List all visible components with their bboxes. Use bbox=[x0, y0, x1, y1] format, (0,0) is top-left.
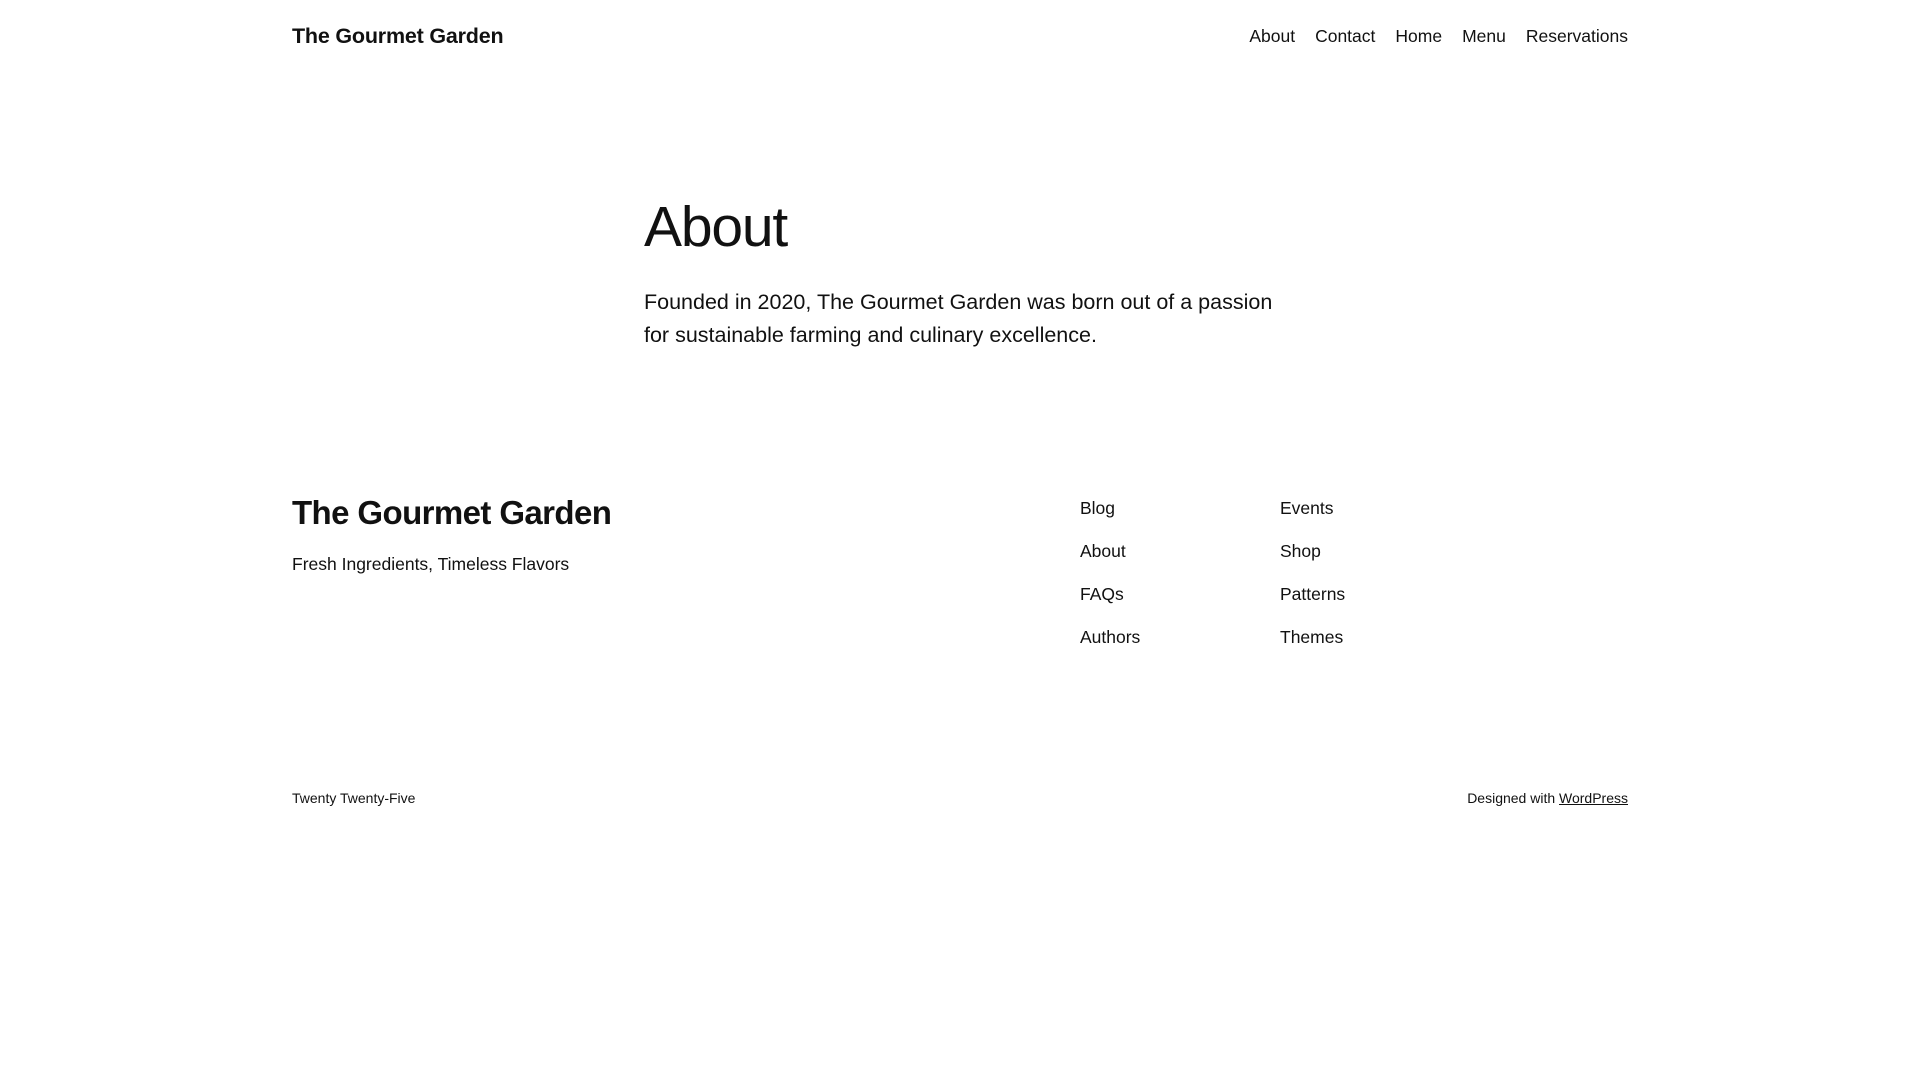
footer-link-events[interactable]: Events bbox=[1280, 498, 1334, 518]
footer-column-two bbox=[1280, 498, 1370, 648]
site-footer bbox=[0, 494, 1920, 806]
nav-item-about[interactable]: About bbox=[1249, 25, 1296, 46]
footer-brand bbox=[292, 494, 611, 575]
nav-item-menu[interactable]: Menu bbox=[1462, 25, 1506, 46]
footer-site-title: The Gourmet Garden bbox=[292, 494, 612, 531]
footer-link-themes[interactable]: Themes bbox=[1280, 627, 1344, 647]
footer-link-about[interactable]: About bbox=[1080, 541, 1126, 561]
footer-column-one bbox=[1080, 498, 1170, 648]
footer-link-faqs[interactable]: FAQs bbox=[1080, 584, 1124, 604]
footer-tagline: Fresh Ingredients, Timeless Flavors bbox=[292, 554, 570, 574]
nav-item-reservations[interactable]: Reservations bbox=[1525, 25, 1628, 46]
footer-theme-name: Twenty Twenty-Five bbox=[292, 790, 416, 806]
site-title[interactable]: The Gourmet Garden bbox=[292, 23, 504, 48]
footer-link-authors[interactable]: Authors bbox=[1080, 627, 1141, 647]
footer-credit-link[interactable]: WordPress bbox=[1559, 790, 1628, 806]
site-header bbox=[0, 0, 1920, 72]
footer-credit bbox=[1467, 790, 1628, 806]
nav-item-contact[interactable]: Contact bbox=[1315, 25, 1376, 46]
footer-credit-prefix: Designed with bbox=[1467, 790, 1560, 806]
main-navigation bbox=[1249, 26, 1628, 47]
footer-link-columns bbox=[1080, 494, 1370, 648]
page-intro-text: Founded in 2020, The Gourmet Garden was born out of a passion for sustainable farming and culinary excellence. bbox=[644, 289, 1273, 348]
footer-link-patterns[interactable]: Patterns bbox=[1280, 584, 1346, 604]
footer-bottom bbox=[292, 790, 1628, 806]
footer-link-shop[interactable]: Shop bbox=[1280, 541, 1321, 561]
footer-link-blog[interactable]: Blog bbox=[1080, 498, 1116, 518]
nav-item-home[interactable]: Home bbox=[1395, 25, 1443, 46]
page-title: About bbox=[644, 195, 787, 259]
main-content bbox=[644, 196, 1364, 352]
footer-top bbox=[292, 494, 1628, 648]
